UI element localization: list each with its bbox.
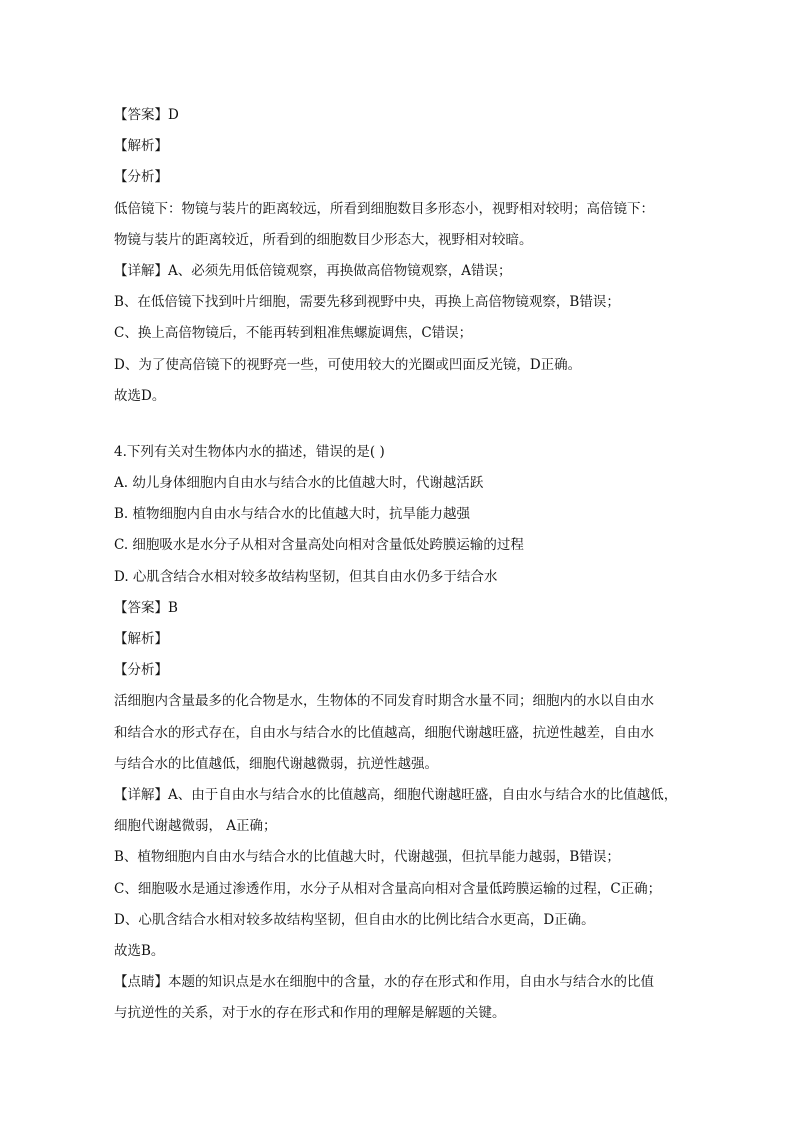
detail-line: 【详解】A、由于自由水与结合水的比值越高，细胞代谢越旺盛，自由水与结合水的比值越低， xyxy=(114,786,678,803)
dianjing-line: 【点睛】本题的知识点是水在细胞中的含量，水的存在形式和作用，自由水与结合水的比值 xyxy=(114,974,654,991)
detail-line: 【详解】A、必须先用低倍镜观察，再换做高倍物镜观察，A错误； xyxy=(114,262,512,279)
analysis-header: 【解析】 xyxy=(114,631,168,647)
conclusion: 故选D。 xyxy=(114,387,166,404)
detail-line: D、心肌含结合水相对较多故结构坚韧，但自由水的比例比结合水更高，D正确。 xyxy=(114,911,595,928)
detail-line: B、植物细胞内自由水与结合水的比值越大时，代谢越强，但抗旱能力越弱，B错误； xyxy=(114,849,620,866)
detail-line: D、为了使高倍镜下的视野亮一些，可使用较大的光圈或凹面反光镜，D正确。 xyxy=(114,356,582,373)
detail-line: B、在低倍镜下找到叶片细胞，需要先移到视野中央，再换上高倍物镜观察，B错误； xyxy=(114,294,620,311)
fenxi-line: 物镜与装片的距离较近，所看到的细胞数目少形态大，视野相对较暗。 xyxy=(114,231,533,248)
q4-section xyxy=(114,437,694,1030)
option-b: B. 植物细胞内自由水与结合水的比值越大时，抗旱能力越强 xyxy=(114,506,471,523)
option-d: D. 心肌含结合水相对较多故结构坚韧，但其自由水仍多于结合水 xyxy=(114,568,498,585)
fenxi-header: 【分析】 xyxy=(114,169,168,186)
detail-line: C、细胞吸水是通过渗透作用，水分子从相对含量高向相对含量低跨膜运输的过程，C正确； xyxy=(114,880,662,897)
option-a: A. 幼儿身体细胞内自由水与结合水的比值越大时，代谢越活跃 xyxy=(114,475,484,492)
dianjing-line: 与抗逆性的关系，对于水的存在形式和作用的理解是解题的关键。 xyxy=(114,1005,506,1022)
answer-label: 【答案】D xyxy=(114,107,179,123)
fenxi-line: 与结合水的比值越低，细胞代谢越微弱，抗逆性越强。 xyxy=(114,755,438,772)
fenxi-header: 【分析】 xyxy=(114,662,168,679)
document-page xyxy=(114,100,694,1029)
answer-label: 【答案】B xyxy=(114,599,178,616)
analysis-header: 【解析】 xyxy=(114,138,168,155)
fenxi-line: 低倍镜下：物镜与装片的距离较远，所看到细胞数目多形态小，视野相对较明；高倍镜下： xyxy=(114,200,654,217)
detail-line: 细胞代谢越微弱， A正确； xyxy=(114,818,277,835)
fenxi-line: 和结合水的形式存在，自由水与结合水的比值越高，细胞代谢越旺盛，抗逆性越差，自由水 xyxy=(114,724,654,741)
conclusion: 故选B。 xyxy=(114,942,165,959)
section-gap xyxy=(114,412,694,437)
q3-answer-section xyxy=(114,100,694,412)
fenxi-line: 活细胞内含量最多的化合物是水，生物体的不同发育时期含水量不同；细胞内的水以自由水 xyxy=(114,693,654,710)
question-stem: 4.下列有关对生物体内水的描述，错误的是( ) xyxy=(114,443,385,460)
detail-line: C、换上高倍物镜后，不能再转到粗准焦螺旋调焦，C错误； xyxy=(114,325,473,342)
option-c: C. 细胞吸水是水分子从相对含量高处向相对含量低处跨膜运输的过程 xyxy=(114,537,524,554)
